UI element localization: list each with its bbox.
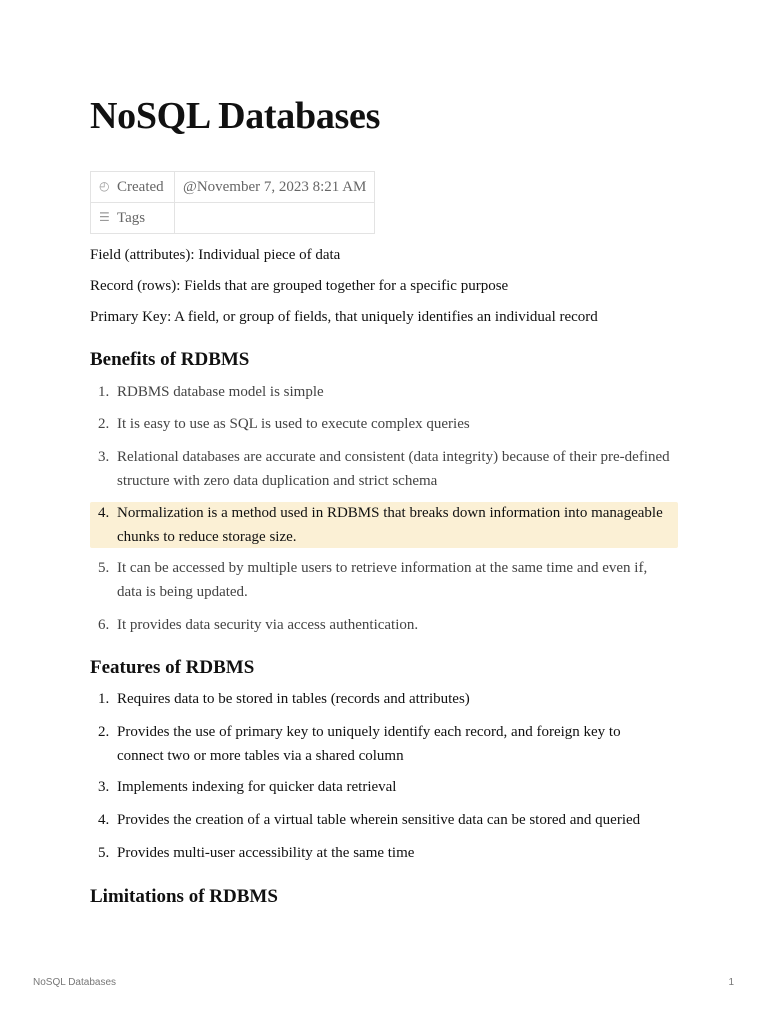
list-item — [90, 776, 678, 800]
list-text: Normalization is a method used in RDBMS that breaks down information into manageable chunks to reduce storage size. — [117, 505, 663, 545]
list-text: Provides multi-user accessibility at the same time — [117, 845, 415, 861]
list-number: 2. — [98, 724, 110, 740]
page-title: NoSQL Databases — [90, 95, 381, 137]
list-number: 5. — [98, 845, 110, 861]
list-icon: ☰ — [99, 209, 110, 224]
list-number: 3. — [98, 449, 110, 465]
list-item — [90, 413, 678, 437]
list-number: 2. — [98, 416, 110, 432]
list-item — [90, 688, 678, 712]
property-row-tags — [91, 203, 375, 234]
properties-table — [90, 171, 375, 234]
property-key-created — [91, 172, 175, 203]
clock-icon: ◴ — [99, 178, 110, 193]
list-text: RDBMS database model is simple — [117, 384, 324, 400]
created-label: Created — [117, 178, 164, 195]
list-number: 1. — [98, 384, 110, 400]
list-text: It provides data security via access authentication. — [117, 617, 419, 633]
footer-doc-title: NoSQL Databases — [33, 977, 117, 988]
list-text: Implements indexing for quicker data retrieval — [117, 779, 397, 795]
paragraph-record: Record (rows): Fields that are grouped together for a specific purpose — [90, 278, 509, 294]
tags-label: Tags — [117, 209, 146, 226]
list-number: 4. — [98, 812, 110, 828]
property-key-tags — [91, 203, 175, 234]
paragraph-field: Field (attributes): Individual piece of data — [90, 247, 341, 263]
list-item — [90, 446, 678, 493]
list-text: Relational databases are accurate and consistent (data integrity) because of their pre-defined structure with zero data duplication and strict schema — [117, 449, 670, 489]
property-row-created — [91, 172, 375, 203]
footer-page-number: 1 — [728, 977, 734, 988]
list-item — [90, 557, 678, 604]
section-heading-limitations: Limitations of RDBMS — [90, 886, 278, 907]
list-number: 1. — [98, 691, 110, 707]
list-number: 5. — [98, 560, 110, 576]
list-text: It can be accessed by multiple users to retrieve information at the same time and even if, data is being updated. — [117, 560, 648, 600]
list-number: 4. — [98, 505, 110, 521]
list-number: 3. — [98, 779, 110, 795]
section-heading-features: Features of RDBMS — [90, 657, 255, 678]
list-item — [90, 381, 678, 405]
list-item — [90, 614, 678, 638]
list-item — [90, 842, 678, 866]
section-heading-benefits: Benefits of RDBMS — [90, 349, 250, 370]
list-item — [90, 809, 678, 833]
created-value[interactable]: @November 7, 2023 8:21 AM — [175, 172, 375, 203]
paragraph-primary-key: Primary Key: A field, or group of fields, that uniquely identifies an individual record — [90, 309, 598, 325]
highlighted-list-item — [90, 502, 678, 548]
list-text: Provides the creation of a virtual table wherein sensitive data can be stored and queried — [117, 812, 641, 828]
list-text: It is easy to use as SQL is used to execute complex queries — [117, 416, 470, 432]
list-text: Provides the use of primary key to uniquely identify each record, and foreign key to connect two or more tables via a shared column — [117, 724, 621, 764]
tags-value[interactable] — [175, 203, 375, 234]
list-text: Requires data to be stored in tables (records and attributes) — [117, 691, 470, 707]
list-number: 6. — [98, 617, 110, 633]
list-item — [90, 721, 678, 768]
